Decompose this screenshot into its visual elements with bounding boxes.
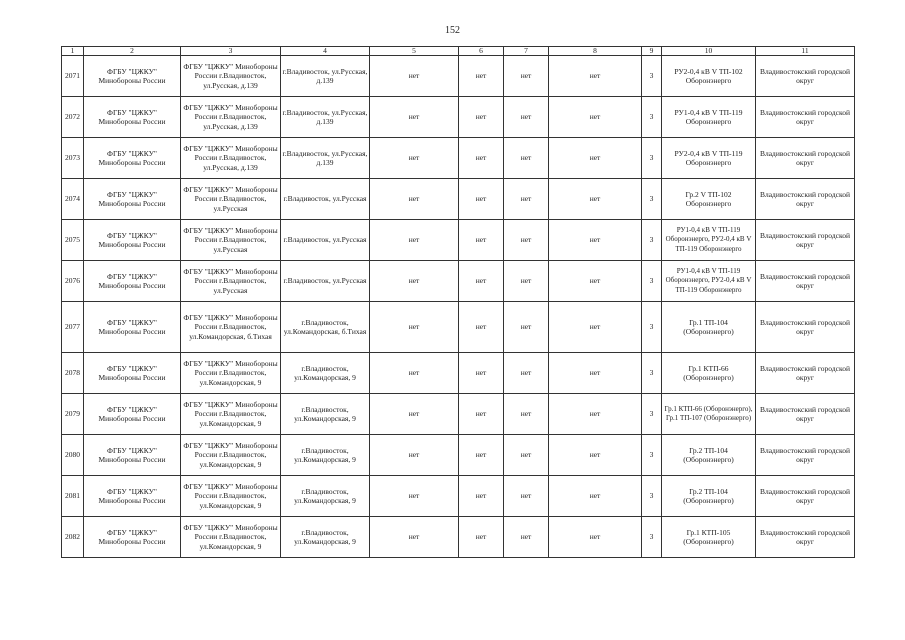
value-cell: нет <box>459 179 504 220</box>
category-cell: 3 <box>642 435 662 476</box>
operator-cell: ФГБУ "ЦЖКУ" Минобороны России <box>84 476 181 517</box>
power-source-cell: Гр.2 ТП-104 (Оборонэнерго) <box>662 435 756 476</box>
table-row <box>62 435 855 476</box>
value-cell: нет <box>549 302 642 353</box>
category-cell: 3 <box>642 179 662 220</box>
value-cell: нет <box>370 353 459 394</box>
value-cell: нет <box>549 435 642 476</box>
address-cell: г.Владивосток, ул.Командорская, 9 <box>281 394 370 435</box>
registry-table <box>61 46 855 558</box>
column-header: 4 <box>281 47 370 56</box>
value-cell: нет <box>504 138 549 179</box>
value-cell: нет <box>459 261 504 302</box>
value-cell: нет <box>459 476 504 517</box>
value-cell: нет <box>549 179 642 220</box>
district-cell: Владивостокский городской округ <box>756 138 855 179</box>
address-cell: г.Владивосток, ул.Командорская, б.Тихая <box>281 302 370 353</box>
address-cell: г.Владивосток, ул.Русская <box>281 220 370 261</box>
address-cell: г.Владивосток, ул.Командорская, 9 <box>281 517 370 558</box>
column-header: 9 <box>642 47 662 56</box>
district-cell: Владивостокский городской округ <box>756 517 855 558</box>
power-source-cell: Гр.2 ТП-104 (Оборонэнерго) <box>662 476 756 517</box>
operator-cell: ФГБУ "ЦЖКУ" Минобороны России <box>84 56 181 97</box>
row-number: 2078 <box>62 353 84 394</box>
row-number: 2076 <box>62 261 84 302</box>
row-number: 2077 <box>62 302 84 353</box>
address-cell: г.Владивосток, ул.Командорская, 9 <box>281 353 370 394</box>
value-cell: нет <box>504 179 549 220</box>
table-row <box>62 97 855 138</box>
address-cell: г.Владивосток, ул.Русская, д.139 <box>281 97 370 138</box>
power-source-cell: Гр.1 КТП-66 (Оборонэнерго) <box>662 353 756 394</box>
row-number: 2074 <box>62 179 84 220</box>
owner-cell: ФГБУ "ЦЖКУ" Минобороны России г.Владивосток, ул.Русская, д.139 <box>181 138 281 179</box>
category-cell: 3 <box>642 476 662 517</box>
operator-cell: ФГБУ "ЦЖКУ" Минобороны России <box>84 97 181 138</box>
district-cell: Владивостокский городской округ <box>756 476 855 517</box>
district-cell: Владивостокский городской округ <box>756 353 855 394</box>
value-cell: нет <box>459 517 504 558</box>
column-header: 1 <box>62 47 84 56</box>
owner-cell: ФГБУ "ЦЖКУ" Минобороны России г.Владивосток, ул.Командорская, б.Тихая <box>181 302 281 353</box>
value-cell: нет <box>459 302 504 353</box>
address-cell: г.Владивосток, ул.Русская, д.139 <box>281 138 370 179</box>
value-cell: нет <box>370 138 459 179</box>
district-cell: Владивостокский городской округ <box>756 179 855 220</box>
table-row <box>62 56 855 97</box>
power-source-cell: Гр.1 КТП-66 (Оборонэнерго), Гр.1 ТП-107 (Оборонэнерго) <box>662 394 756 435</box>
column-header: 7 <box>504 47 549 56</box>
value-cell: нет <box>549 476 642 517</box>
operator-cell: ФГБУ "ЦЖКУ" Минобороны России <box>84 517 181 558</box>
value-cell: нет <box>504 261 549 302</box>
operator-cell: ФГБУ "ЦЖКУ" Минобороны России <box>84 302 181 353</box>
value-cell: нет <box>504 353 549 394</box>
value-cell: нет <box>549 353 642 394</box>
value-cell: нет <box>459 394 504 435</box>
value-cell: нет <box>549 56 642 97</box>
operator-cell: ФГБУ "ЦЖКУ" Минобороны России <box>84 138 181 179</box>
table-row <box>62 353 855 394</box>
value-cell: нет <box>459 97 504 138</box>
table-row <box>62 220 855 261</box>
category-cell: 3 <box>642 56 662 97</box>
category-cell: 3 <box>642 517 662 558</box>
value-cell: нет <box>370 302 459 353</box>
value-cell: нет <box>370 179 459 220</box>
value-cell: нет <box>549 97 642 138</box>
value-cell: нет <box>504 435 549 476</box>
value-cell: нет <box>370 435 459 476</box>
category-cell: 3 <box>642 394 662 435</box>
value-cell: нет <box>459 220 504 261</box>
value-cell: нет <box>459 435 504 476</box>
table-row <box>62 261 855 302</box>
address-cell: г.Владивосток, ул.Командорская, 9 <box>281 476 370 517</box>
value-cell: нет <box>549 394 642 435</box>
category-cell: 3 <box>642 302 662 353</box>
value-cell: нет <box>504 517 549 558</box>
owner-cell: ФГБУ "ЦЖКУ" Минобороны России г.Владивосток, ул.Русская, д.139 <box>181 56 281 97</box>
value-cell: нет <box>504 56 549 97</box>
column-header: 3 <box>181 47 281 56</box>
table-row <box>62 302 855 353</box>
header-row <box>62 47 855 56</box>
power-source-cell: Гр.2 V ТП-102 Оборонэнерго <box>662 179 756 220</box>
row-number: 2073 <box>62 138 84 179</box>
table-row <box>62 179 855 220</box>
value-cell: нет <box>504 220 549 261</box>
value-cell: нет <box>549 261 642 302</box>
value-cell: нет <box>370 394 459 435</box>
owner-cell: ФГБУ "ЦЖКУ" Минобороны России г.Владивосток, ул.Русская, д.139 <box>181 97 281 138</box>
power-source-cell: РУ1-0,4 кВ V ТП-119 Оборонэнерго <box>662 97 756 138</box>
district-cell: Владивостокский городской округ <box>756 435 855 476</box>
value-cell: нет <box>504 97 549 138</box>
table-row <box>62 517 855 558</box>
power-source-cell: Гр.1 КТП-105 (Оборонэнерго) <box>662 517 756 558</box>
owner-cell: ФГБУ "ЦЖКУ" Минобороны России г.Владивосток, ул.Командорская, 9 <box>181 394 281 435</box>
owner-cell: ФГБУ "ЦЖКУ" Минобороны России г.Владивосток, ул.Командорская, 9 <box>181 476 281 517</box>
power-source-cell: РУ1-0,4 кВ V ТП-119 Оборонэнерго, РУ2-0,4 кВ V ТП-119 Оборонэнерго <box>662 220 756 261</box>
value-cell: нет <box>504 476 549 517</box>
address-cell: г.Владивосток, ул.Русская <box>281 179 370 220</box>
value-cell: нет <box>370 261 459 302</box>
power-source-cell: РУ2-0,4 кВ V ТП-102 Оборонэнерго <box>662 56 756 97</box>
owner-cell: ФГБУ "ЦЖКУ" Минобороны России г.Владивосток, ул.Русская <box>181 179 281 220</box>
operator-cell: ФГБУ "ЦЖКУ" Минобороны России <box>84 353 181 394</box>
value-cell: нет <box>549 517 642 558</box>
row-number: 2075 <box>62 220 84 261</box>
power-source-cell: Гр.1 ТП-104 (Оборонэнерго) <box>662 302 756 353</box>
value-cell: нет <box>370 517 459 558</box>
row-number: 2082 <box>62 517 84 558</box>
column-header: 8 <box>549 47 642 56</box>
operator-cell: ФГБУ "ЦЖКУ" Минобороны России <box>84 435 181 476</box>
owner-cell: ФГБУ "ЦЖКУ" Минобороны России г.Владивосток, ул.Командорская, 9 <box>181 517 281 558</box>
category-cell: 3 <box>642 97 662 138</box>
table-row <box>62 476 855 517</box>
row-number: 2072 <box>62 97 84 138</box>
table-row <box>62 394 855 435</box>
owner-cell: ФГБУ "ЦЖКУ" Минобороны России г.Владивосток, ул.Русская <box>181 261 281 302</box>
category-cell: 3 <box>642 353 662 394</box>
value-cell: нет <box>549 220 642 261</box>
owner-cell: ФГБУ "ЦЖКУ" Минобороны России г.Владивосток, ул.Командорская, 9 <box>181 353 281 394</box>
page-number: 152 <box>445 25 460 36</box>
operator-cell: ФГБУ "ЦЖКУ" Минобороны России <box>84 394 181 435</box>
power-source-cell: РУ1-0,4 кВ V ТП-119 Оборонэнерго, РУ2-0,4 кВ V ТП-119 Оборонэнерго <box>662 261 756 302</box>
district-cell: Владивостокский городской округ <box>756 261 855 302</box>
value-cell: нет <box>459 138 504 179</box>
value-cell: нет <box>459 353 504 394</box>
operator-cell: ФГБУ "ЦЖКУ" Минобороны России <box>84 179 181 220</box>
row-number: 2079 <box>62 394 84 435</box>
district-cell: Владивостокский городской округ <box>756 97 855 138</box>
value-cell: нет <box>504 302 549 353</box>
owner-cell: ФГБУ "ЦЖКУ" Минобороны России г.Владивосток, ул.Командорская, 9 <box>181 435 281 476</box>
column-header: 5 <box>370 47 459 56</box>
column-header: 6 <box>459 47 504 56</box>
address-cell: г.Владивосток, ул.Русская, д.139 <box>281 56 370 97</box>
address-cell: г.Владивосток, ул.Русская <box>281 261 370 302</box>
category-cell: 3 <box>642 261 662 302</box>
row-number: 2081 <box>62 476 84 517</box>
value-cell: нет <box>459 56 504 97</box>
row-number: 2071 <box>62 56 84 97</box>
district-cell: Владивостокский городской округ <box>756 302 855 353</box>
owner-cell: ФГБУ "ЦЖКУ" Минобороны России г.Владивосток, ул.Русская <box>181 220 281 261</box>
column-header: 2 <box>84 47 181 56</box>
value-cell: нет <box>370 56 459 97</box>
category-cell: 3 <box>642 138 662 179</box>
column-header: 11 <box>756 47 855 56</box>
address-cell: г.Владивосток, ул.Командорская, 9 <box>281 435 370 476</box>
value-cell: нет <box>370 97 459 138</box>
value-cell: нет <box>370 220 459 261</box>
operator-cell: ФГБУ "ЦЖКУ" Минобороны России <box>84 220 181 261</box>
district-cell: Владивостокский городской округ <box>756 220 855 261</box>
value-cell: нет <box>504 394 549 435</box>
column-header: 10 <box>662 47 756 56</box>
operator-cell: ФГБУ "ЦЖКУ" Минобороны России <box>84 261 181 302</box>
district-cell: Владивостокский городской округ <box>756 394 855 435</box>
district-cell: Владивостокский городской округ <box>756 56 855 97</box>
row-number: 2080 <box>62 435 84 476</box>
table-row <box>62 138 855 179</box>
category-cell: 3 <box>642 220 662 261</box>
power-source-cell: РУ2-0,4 кВ V ТП-119 Оборонэнерго <box>662 138 756 179</box>
value-cell: нет <box>370 476 459 517</box>
value-cell: нет <box>549 138 642 179</box>
